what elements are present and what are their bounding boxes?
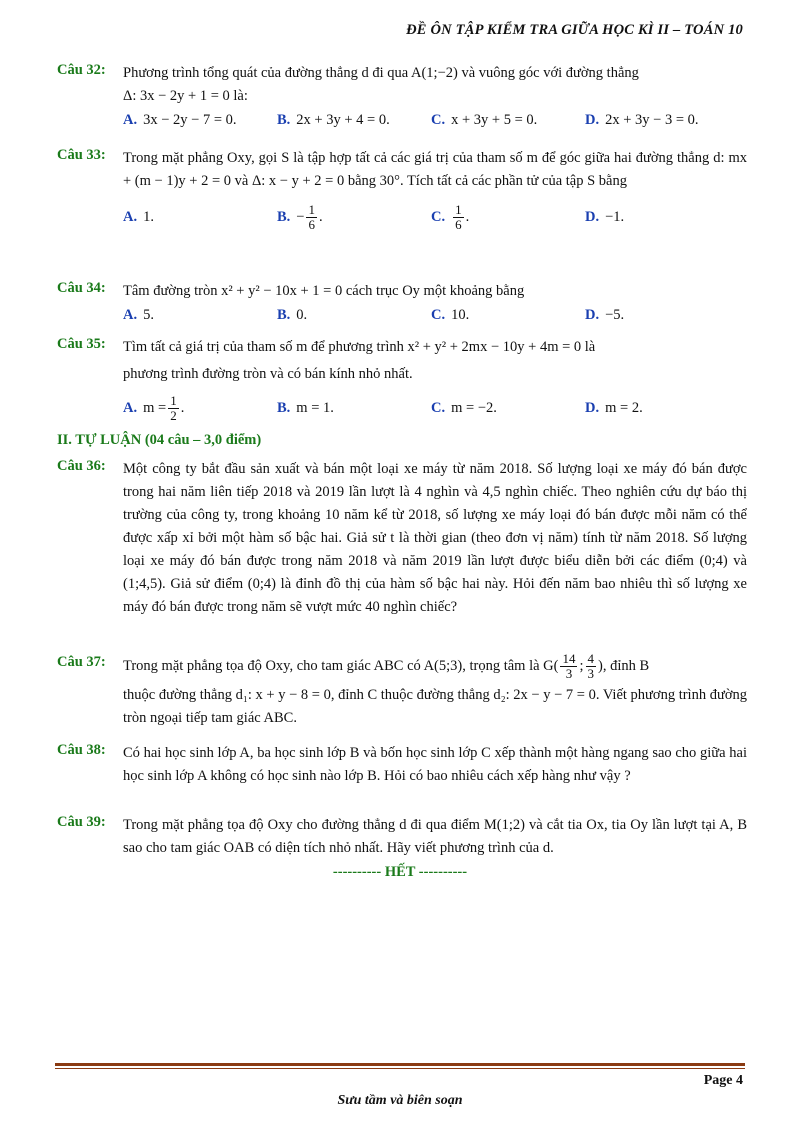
option-d: D. −1. bbox=[585, 209, 625, 225]
option-b: B. m = 1. bbox=[277, 400, 334, 416]
option-d: D. 2x + 3y − 3 = 0. bbox=[585, 112, 699, 128]
option-a: A. 3x − 2y − 7 = 0. bbox=[123, 112, 237, 128]
option-a: A. 1. bbox=[123, 209, 154, 225]
question-label: Câu 33: bbox=[57, 147, 106, 163]
end-marker: ---------- HẾT ---------- bbox=[332, 864, 468, 880]
question-37 bbox=[57, 648, 747, 730]
question-label: Câu 39: bbox=[57, 814, 106, 830]
question-label: Câu 37: bbox=[57, 654, 106, 670]
option-d: D. −5. bbox=[585, 307, 625, 323]
question-39 bbox=[57, 814, 747, 860]
question-text: Tâm đường tròn x² + y² − 10x + 1 = 0 cách trục Oy một khoảng bằng bbox=[123, 283, 525, 299]
question-text: Tìm tất cả giá trị của tham số m để phương trình x² + y² + 2mx − 10y + 4m = 0 là phương trình đường tròn và có bán kính nhỏ nhất. bbox=[123, 339, 596, 382]
option-b: B. 0. bbox=[277, 307, 308, 323]
question-text: Trong mặt phẳng Oxy, gọi S là tập hợp tất cả các giá trị của tham số m để góc giữa hai đường thẳng d: mx + (m − 1)y + 2 = 0 và Δ: x − y + 2 = 0 bằng 30°. Tích tất cả các phần tử của tập S bằng bbox=[123, 150, 747, 189]
question-33 bbox=[57, 147, 747, 235]
option-c: C. 10. bbox=[431, 307, 470, 323]
option-b: B. − $\frac{1}{6}$ . bbox=[277, 202, 323, 233]
options bbox=[123, 390, 747, 426]
question-36 bbox=[57, 458, 747, 619]
question-text: Một công ty bắt đầu sản xuất và bán một loại xe máy từ năm 2018. Số lượng loại xe máy đó bán được trong hai năm liên tiếp 2018 và 2019 lần lượt là 4 nghìn và 4,5 nghìn chiếc. Theo nghiên cứu dự báo thị trường của công ty, trong khoảng 10 năm kể từ 2018, số lượng xe máy loại đó bán được mỗi năm có thể được xấp xỉ bởi một hàm số bậc hai. Giả sử t là thời gian (theo đơn vị năm) tính từ năm 2018. Số lượng loại xe máy đó bán được trong năm 2018 và năm 2019 lần lượt được biểu diễn bởi các điểm (0;4) và (1;4,5). Giả sử điểm (0;4) là đỉnh đồ thị của hàm số bậc hai này. Hỏi đến năm bao nhiêu thì số lượng xe máy đó bán được trong năm sẽ vượt mức 40 nghìn chiếc? bbox=[123, 461, 747, 615]
question-label: Câu 36: bbox=[57, 458, 106, 474]
option-c: C. x + 3y + 5 = 0. bbox=[431, 112, 538, 128]
question-label: Câu 38: bbox=[57, 742, 106, 758]
question-text: Trong mặt phẳng tọa độ Oxy, cho tam giác ABC có A(5;3), trọng tâm là G( $\frac{14}{3}$ ; $\frac{4}{3}$ ), đỉnh B thuộc đường thẳng d₁: x + y − 8 = 0, đỉnh C thuộc đường thẳng d₂: 2x − y − 7 = 0. Viết phương trình đường tròn ngoại tiếp tam giác ABC. bbox=[123, 651, 747, 726]
question-label: Câu 34: bbox=[57, 280, 106, 296]
question-38 bbox=[57, 742, 747, 788]
footer-rule bbox=[55, 1063, 745, 1066]
section-heading: II. TỰ LUẬN (04 câu – 3,0 điểm) bbox=[57, 432, 262, 448]
question-text: Phương trình tổng quát của đường thẳng d đi qua A(1;−2) và vuông góc với đường thẳng Δ: 3x − 2y + 1 = 0 là: bbox=[123, 65, 639, 104]
option-b: B. 2x + 3y + 4 = 0. bbox=[277, 112, 390, 128]
page-number: Page 4 bbox=[703, 1073, 743, 1088]
question-text: Có hai học sinh lớp A, ba học sinh lớp B và bốn học sinh lớp C xếp thành một hàng ngang sao cho giữa hai học sinh lớp A không có học sinh nào lớp B. Hỏi có bao nhiêu cách xếp hàng như vậy ? bbox=[123, 745, 747, 784]
question-35 bbox=[57, 336, 747, 426]
options bbox=[123, 108, 747, 132]
option-a: A. m = $\frac{1}{2}$ . bbox=[123, 393, 185, 424]
question-text: Trong mặt phẳng tọa độ Oxy cho đường thẳng d đi qua điểm M(1;2) và cắt tia Ox, tia Oy lần lượt tại A, B sao cho tam giác OAB có diện tích nhỏ nhất. Hãy viết phương trình của d. bbox=[123, 817, 747, 856]
option-c: C. $\frac{1}{6}$ . bbox=[431, 202, 470, 233]
question-34 bbox=[57, 280, 747, 327]
options bbox=[123, 303, 747, 327]
question-32 bbox=[57, 62, 747, 132]
option-d: D. m = 2. bbox=[585, 400, 643, 416]
option-c: C. m = −2. bbox=[431, 400, 497, 416]
footer-text: Sưu tầm và biên soạn bbox=[337, 1093, 463, 1108]
options bbox=[123, 199, 747, 235]
footer-rule-thin bbox=[55, 1068, 745, 1069]
question-label: Câu 35: bbox=[57, 336, 106, 352]
page-header: ĐỀ ÔN TẬP KIỂM TRA GIỮA HỌC KÌ II – TOÁN 10 bbox=[406, 22, 743, 38]
option-a: A. 5. bbox=[123, 307, 154, 323]
question-label: Câu 32: bbox=[57, 62, 106, 78]
